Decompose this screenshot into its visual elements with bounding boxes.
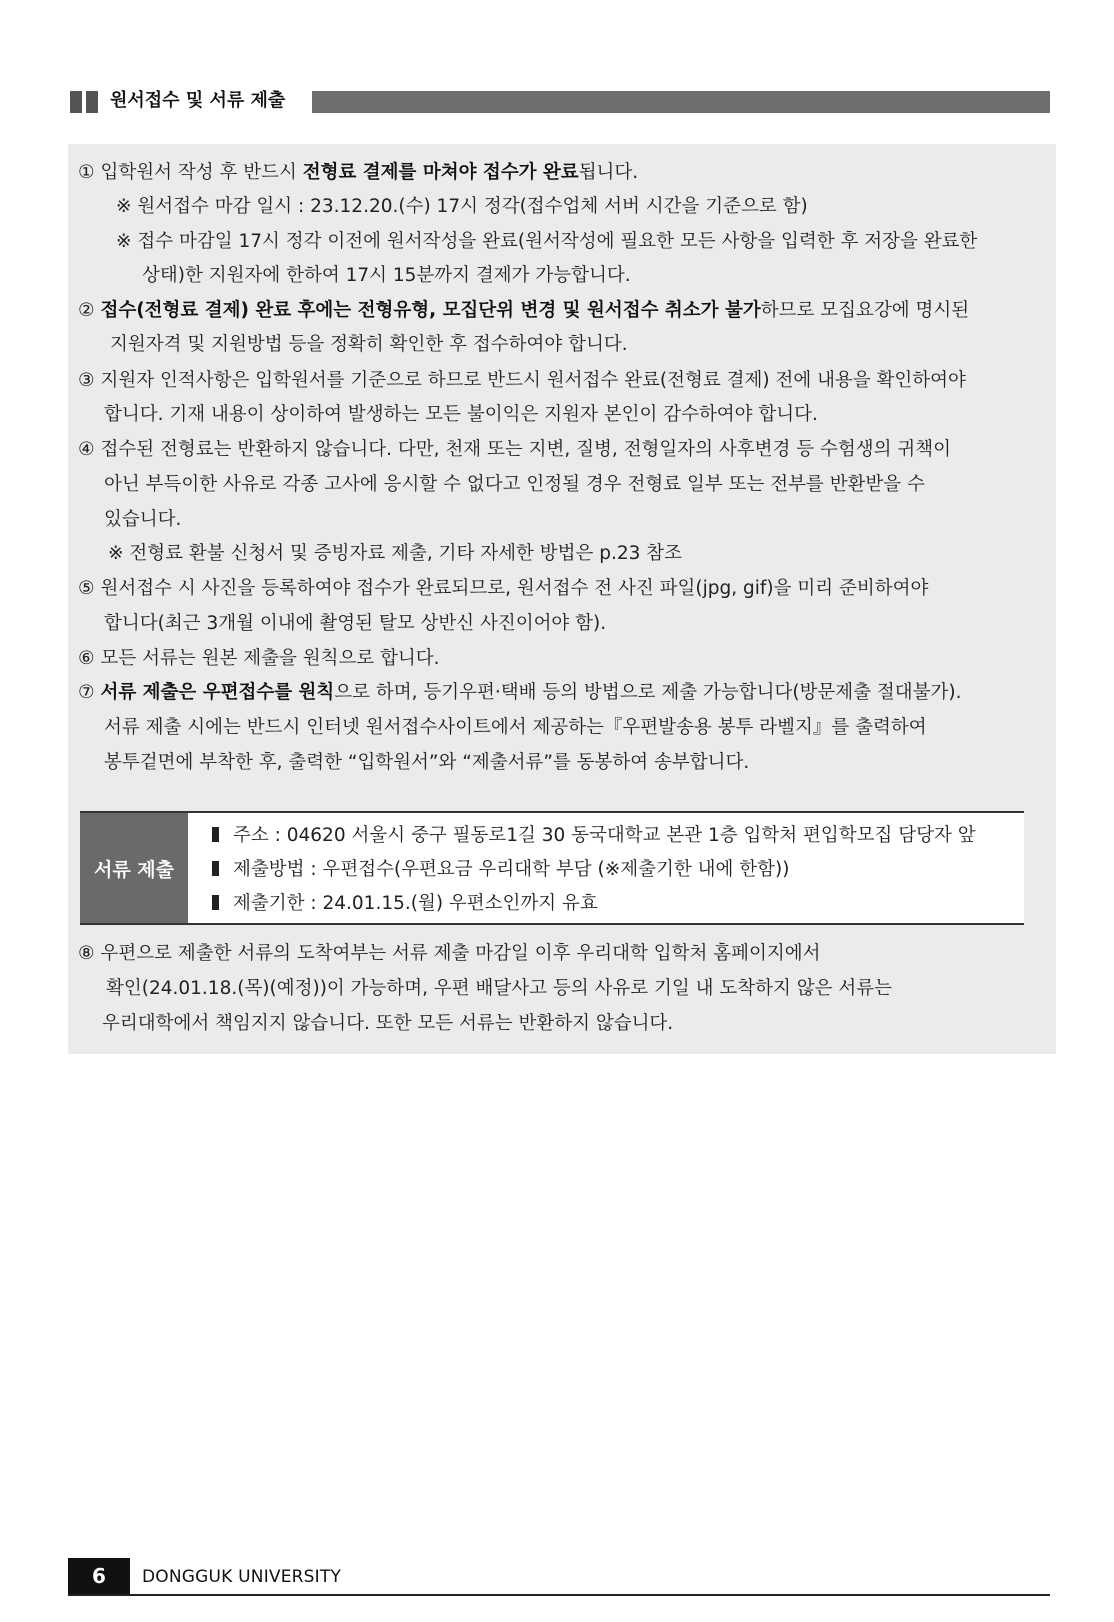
- item-2: ② 접수(전형료 결제) 완료 후에는 전형유형, 모집단위 변경 및 원서접수 취소가 불가하므로 모집요강에 명시된: [78, 300, 970, 321]
- item-4-cont: 아닌 부득이한 사유로 각종 고사에 응시할 수 없다고 인정될 경우 전형료 일부 또는 전부를 반환받을 수: [104, 474, 925, 495]
- item-6: ⑥ 모든 서류는 원본 제출을 원칙으로 합니다.: [78, 648, 440, 669]
- item-8-cont: 확인(24.01.18.(목)(예정))이 가능하며, 우편 배달사고 등의 사유로 기일 내 도착하지 않은 서류는: [106, 978, 893, 999]
- submission-table: [80, 811, 1024, 925]
- item-3-cont: 합니다. 기재 내용이 상이하여 발생하는 모든 불이익은 지원자 본인이 감수하여야 합니다.: [104, 404, 818, 425]
- item-4-note: ※ 전형료 환불 신청서 및 증빙자료 제출, 기타 자세한 방법은 p.23 참조: [108, 543, 683, 564]
- header-bar-mark: [70, 91, 82, 113]
- header-bar-mark: [86, 91, 98, 113]
- item-4: ④ 접수된 전형료는 반환하지 않습니다. 다만, 천재 또는 지변, 질병, 전형일자의 사후변경 등 수험생의 귀책이: [78, 439, 952, 460]
- item-1-note-1: ※ 원서접수 마감 일시 : 23.12.20.(수) 17시 정각(접수업체 서버 시간을 기준으로 함): [116, 196, 808, 217]
- table-row-address: 주소 : 04620 서울시 중구 필동로1길 30 동국대학교 본관 1층 입학처 편입학모집 담당자 앞: [212, 823, 976, 849]
- bullet-square-icon: [212, 827, 219, 842]
- page-footer: [68, 1558, 1050, 1596]
- item-7-cont: 서류 제출 시에는 반드시 인터넷 원서접수사이트에서 제공하는『우편발송용 봉투 라벨지』를 출력하여: [104, 717, 927, 738]
- item-7: ⑦ 서류 제출은 우편접수를 원칙으로 하며, 등기우편·택배 등의 방법으로 제출 가능합니다(방문제출 절대불가).: [78, 682, 962, 703]
- page-number: 6: [68, 1558, 130, 1594]
- table-row-deadline: 제출기한 : 24.01.15.(월) 우편소인까지 유효: [212, 891, 598, 917]
- item-8-cont-2: 우리대학에서 책임지지 않습니다. 또한 모든 서류는 반환하지 않습니다.: [102, 1013, 674, 1034]
- section-title: 원서접수 및 서류 제출: [110, 90, 286, 111]
- bullet-square-icon: [212, 895, 219, 910]
- header-rule: [312, 91, 1050, 113]
- item-2-cont: 지원자격 및 지원방법 등을 정확히 확인한 후 접수하여야 합니다.: [110, 334, 628, 355]
- footer-university: DONGGUK UNIVERSITY: [142, 1567, 342, 1587]
- submission-table-label: 서류 제출: [80, 813, 188, 923]
- item-5-cont: 합니다(최근 3개월 이내에 촬영된 탈모 상반신 사진이어야 함).: [104, 613, 607, 634]
- bullet-square-icon: [212, 861, 219, 876]
- item-5: ⑤ 원서접수 시 사진을 등록하여야 접수가 완료되므로, 원서접수 전 사진 파일(jpg, gif)을 미리 준비하여야: [78, 578, 929, 599]
- item-1-note-2-cont: 상태)한 지원자에 한하여 17시 15분까지 결제가 가능합니다.: [142, 265, 631, 286]
- item-8: ⑧ 우편으로 제출한 서류의 도착여부는 서류 제출 마감일 이후 우리대학 입학처 홈페이지에서: [78, 943, 821, 964]
- section-header: [70, 88, 1050, 114]
- item-7-cont-2: 봉투겉면에 부착한 후, 출력한 “입학원서”와 “제출서류”를 동봉하여 송부합니다.: [104, 752, 750, 773]
- item-4-cont-2: 있습니다.: [104, 509, 182, 530]
- item-1-note-2: ※ 접수 마감일 17시 정각 이전에 원서작성을 완료(원서작성에 필요한 모든 사항을 입력한 후 저장을 완료한: [116, 231, 978, 252]
- table-row-method: 제출방법 : 우편접수(우편요금 우리대학 부담 (※제출기한 내에 한함)): [212, 857, 789, 883]
- item-3: ③ 지원자 인적사항은 입학원서를 기준으로 하므로 반드시 원서접수 완료(전형료 결제) 전에 내용을 확인하여야: [78, 370, 966, 391]
- item-1: ① 입학원서 작성 후 반드시 전형료 결제를 마쳐야 접수가 완료됩니다.: [78, 162, 639, 183]
